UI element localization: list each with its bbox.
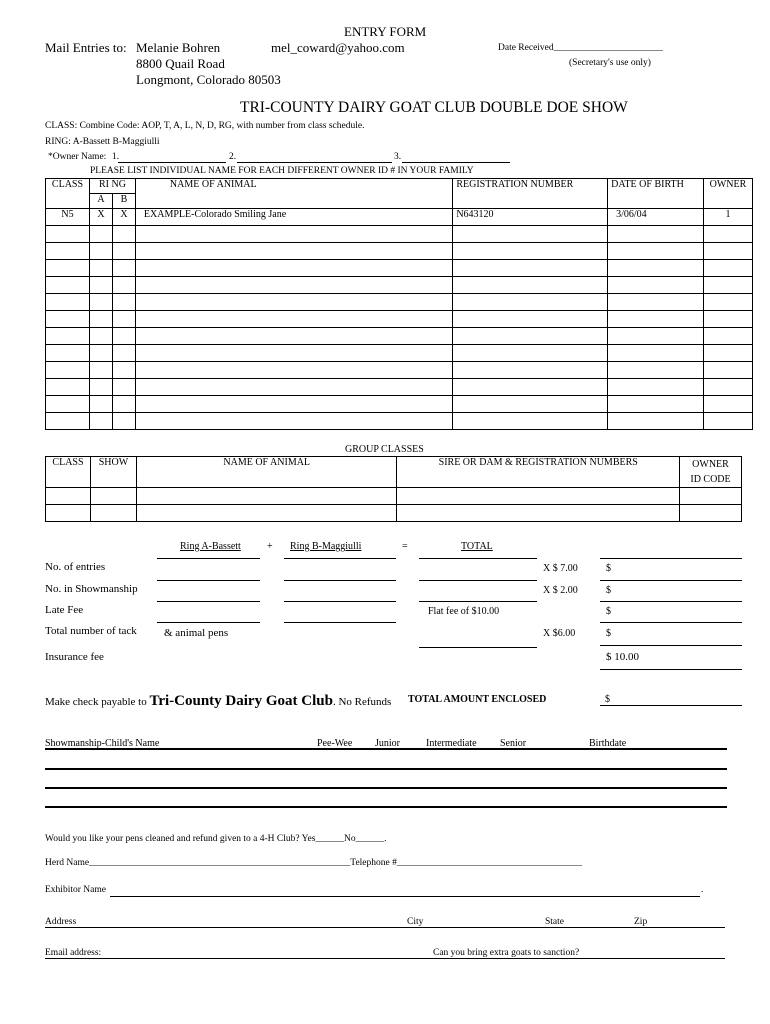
ring-a-header: Ring A-Bassett	[180, 541, 241, 552]
example-dob: 3/06/04	[608, 209, 704, 226]
example-animal-name: EXAMPLE-Colorado Smiling Jane	[135, 209, 452, 226]
header-dob: DATE OF BIRTH	[608, 179, 704, 209]
showmanship-count-label: No. in Showmanship	[45, 583, 138, 595]
total-enclosed-label: TOTAL AMOUNT ENCLOSED	[408, 694, 547, 705]
table-row[interactable]	[46, 413, 753, 430]
showmanship-total-field[interactable]	[419, 601, 537, 602]
secretary-email: mel_coward@yahoo.com	[271, 40, 405, 55]
herd-telephone-line[interactable]: Herd Name_______________________________________________________Telephone #_______________________________________	[45, 858, 583, 868]
header-ring-b: B	[112, 194, 135, 209]
showmanship-row-3[interactable]	[45, 806, 727, 808]
tack-label: Total number of tack	[45, 625, 137, 637]
show-title: TRI-COUNTY DAIRY GOAT CLUB DOUBLE DOE SHOW	[240, 99, 628, 116]
extra-goats-question: Can you bring extra goats to sanction?	[433, 948, 580, 958]
email-label: Email address:	[45, 948, 102, 958]
group-header-owner: OWNER ID CODE	[680, 457, 742, 488]
header-ring-a: A	[89, 194, 112, 209]
insurance-label: Insurance fee	[45, 651, 104, 663]
entries-ring-a-field[interactable]	[157, 580, 260, 581]
late-dollar: $	[606, 606, 611, 617]
payable-line: Make check payable to Tri-County Dairy Goat Club. No Refunds	[45, 693, 392, 709]
state-label: State	[545, 917, 564, 927]
city-label: City	[407, 917, 424, 927]
equals-sign: =	[402, 541, 408, 552]
table-row[interactable]	[46, 328, 753, 345]
entries-ring-a-top	[157, 558, 260, 559]
showmanship-rate: X $ 2.00	[543, 585, 578, 596]
showmanship-ring-b-field[interactable]	[284, 601, 396, 602]
example-registration: N643120	[453, 209, 608, 226]
header-class: CLASS	[46, 179, 90, 209]
senior-header: Senior	[500, 738, 527, 749]
owner-2-label: 2.	[229, 152, 237, 162]
showmanship-row-1[interactable]	[45, 768, 727, 770]
table-row[interactable]	[46, 226, 753, 243]
entries-total-top	[419, 558, 537, 559]
tack-amount-field[interactable]	[600, 645, 742, 646]
email-field[interactable]	[45, 958, 725, 959]
table-row[interactable]	[46, 505, 742, 522]
example-ring-b: X	[112, 209, 135, 226]
total-enclosed-dollar: $	[605, 694, 610, 705]
peewee-header: Pee-Wee	[317, 738, 353, 749]
table-row[interactable]	[46, 243, 753, 260]
header-registration: REGISTRATION NUMBER	[453, 179, 608, 209]
total-enclosed-field[interactable]	[600, 705, 742, 706]
plus-sign: +	[267, 541, 273, 552]
ring-b-header: Ring B-Maggiulli	[290, 541, 362, 552]
group-classes-title: GROUP CLASSES	[345, 444, 424, 455]
showmanship-child-name-header: Showmanship-Child's Name	[45, 738, 160, 749]
insurance-amount: $ 10.00	[606, 651, 639, 663]
table-row[interactable]	[46, 345, 753, 362]
address-field[interactable]	[45, 927, 725, 928]
club-name: Tri-County Dairy Goat Club	[149, 693, 333, 709]
ring-instructions: RING: A-Bassett B-Maggiulli	[45, 137, 160, 147]
showmanship-dollar: $	[606, 585, 611, 596]
table-row[interactable]	[46, 362, 753, 379]
tack-total-field[interactable]	[419, 647, 537, 648]
entries-rate: X $ 7.00	[543, 563, 578, 574]
showmanship-row-2[interactable]	[45, 787, 727, 789]
table-row[interactable]	[46, 311, 753, 328]
entries-amount-top	[600, 558, 742, 559]
entries-ring-b-field[interactable]	[284, 580, 396, 581]
group-header-show: SHOW	[90, 457, 136, 488]
tack-dollar: $	[606, 628, 611, 639]
example-ring-a: X	[89, 209, 112, 226]
table-row[interactable]	[46, 396, 753, 413]
owner-3-label: 3.	[394, 152, 402, 162]
zip-label: Zip	[634, 917, 648, 927]
entries-amount-field[interactable]	[600, 580, 742, 581]
table-row[interactable]	[46, 277, 753, 294]
late-fee-label: Late Fee	[45, 604, 84, 616]
junior-header: Junior	[375, 738, 400, 749]
group-header-class: CLASS	[46, 457, 91, 488]
tack-rate: X $6.00	[543, 628, 576, 639]
exhibitor-label: Exhibitor Name	[45, 885, 106, 895]
birthdate-header: Birthdate	[589, 738, 627, 749]
list-instructions: PLEASE LIST INDIVIDUAL NAME FOR EACH DIFFERENT OWNER ID # IN YOUR FAMILY	[90, 166, 474, 176]
group-header-sire-dam: SIRE OR DAM & REGISTRATION NUMBERS	[397, 457, 680, 488]
pens-question[interactable]: Would you like your pens cleaned and refund given to a 4-H Club? Yes______No______.	[45, 834, 387, 844]
mail-label: Mail Entries to:	[45, 40, 127, 55]
entries-dollar: $	[606, 563, 611, 574]
tack-label-cont: & animal pens	[164, 627, 229, 639]
table-row[interactable]	[46, 379, 753, 396]
entries-ring-b-top	[284, 558, 396, 559]
table-row[interactable]	[46, 260, 753, 277]
example-owner: 1	[703, 209, 752, 226]
owner-1-label: 1.	[112, 152, 120, 162]
intermediate-header: Intermediate	[426, 738, 477, 749]
exhibitor-period: .	[701, 885, 704, 895]
exhibitor-field[interactable]	[110, 896, 700, 897]
date-received[interactable]: Date Received_______________________	[498, 43, 663, 53]
table-row[interactable]	[46, 488, 742, 505]
showmanship-header-line	[45, 748, 727, 750]
owner-name-label: *Owner Name:	[48, 152, 107, 162]
owner-3-field[interactable]	[402, 162, 510, 163]
owner-2-field[interactable]	[237, 162, 392, 163]
late-ring-b-field[interactable]	[284, 622, 396, 623]
header-animal-name: NAME OF ANIMAL	[135, 179, 452, 209]
showmanship-ring-a-field[interactable]	[157, 601, 260, 602]
entries-total-field[interactable]	[419, 580, 537, 581]
secretary-name: Melanie Bohren	[136, 40, 221, 55]
entries-label: No. of entries	[45, 561, 106, 573]
table-row[interactable]	[46, 294, 753, 311]
group-table	[45, 456, 742, 522]
owner-1-field[interactable]	[118, 162, 226, 163]
entry-table	[45, 178, 753, 430]
header-owner: OWNER	[703, 179, 752, 209]
secretary-use-note: (Secretary's use only)	[569, 58, 651, 68]
secretary-street: 8800 Quail Road	[136, 56, 225, 71]
group-header-animal-name: NAME OF ANIMAL	[136, 457, 397, 488]
address-label: Address	[45, 917, 77, 927]
total-header: TOTAL	[461, 541, 493, 552]
secretary-city: Longmont, Colorado 80503	[136, 72, 281, 87]
table-row-example	[46, 209, 753, 226]
insurance-amount-line	[600, 669, 742, 670]
header-ring: RI NG	[89, 179, 135, 194]
form-title: ENTRY FORM	[344, 24, 427, 39]
late-flat-fee: Flat fee of $10.00	[428, 606, 500, 617]
example-class: N5	[46, 209, 90, 226]
class-instructions: CLASS: Combine Code: AOP, T, A, L, N, D, RG, with number from class schedule.	[45, 121, 365, 131]
late-ring-a-field[interactable]	[157, 622, 260, 623]
showmanship-amount-field[interactable]	[600, 601, 742, 602]
late-amount-field[interactable]	[600, 622, 742, 623]
